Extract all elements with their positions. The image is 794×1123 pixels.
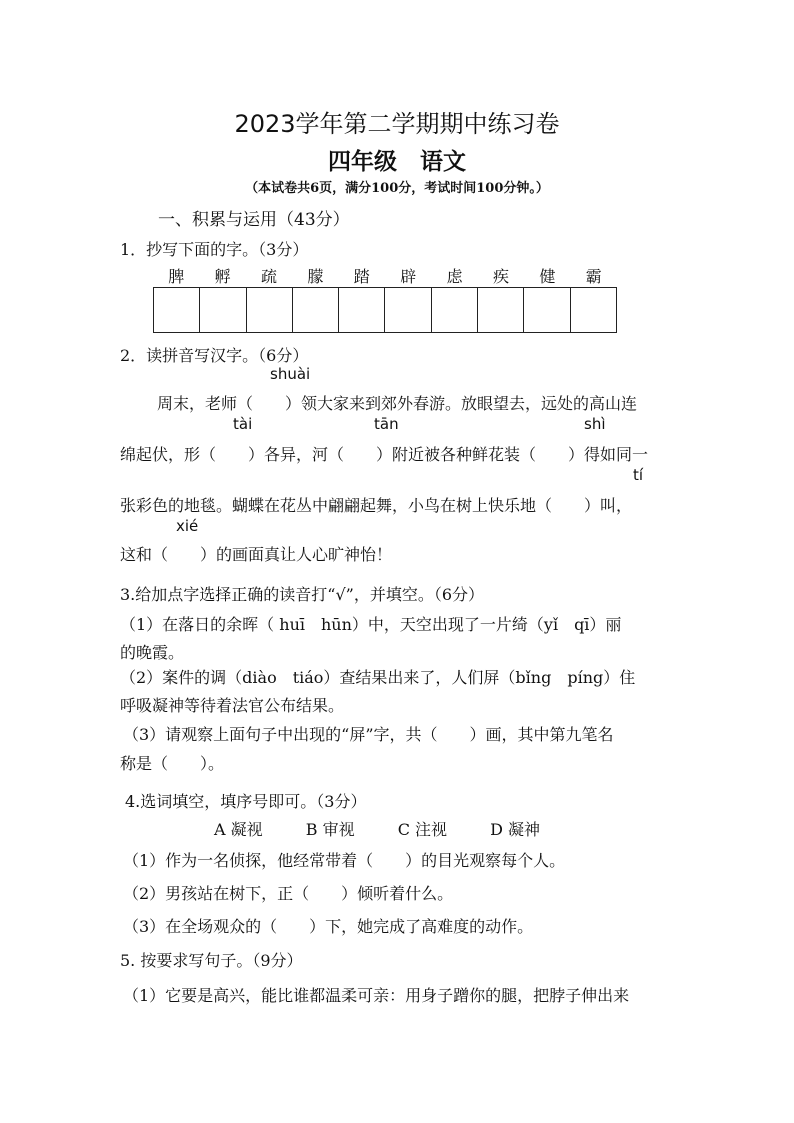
question-1-title: 1．抄写下面的字。（3分） [120,240,309,259]
question-2-title: 2．读拼音写汉字。（6分） [120,346,309,365]
passage-line: 周末，老师（ ）领大家来到郊外春游。放眼望去，远处的高山连 [157,394,638,413]
pinyin-hint: shì [584,415,606,433]
copy-char: 朦 [307,267,324,286]
grid-cell[interactable] [154,288,199,332]
question-line: （1）作为一名侦探，他经常带着（ ）的目光观察每个人。 [123,851,566,870]
passage-line: 这和（ ）的画面真让人心旷神怡！ [120,545,393,564]
option-a: A 凝视 [214,820,263,839]
copy-char: 疏 [260,267,277,286]
copy-characters [153,264,617,286]
grid-cell[interactable] [246,288,292,332]
question-line: （1）它要是高兴，能比谁都温柔可亲：用身子蹭你的腿，把脖子伸出来 [123,986,630,1005]
copy-char: 辟 [400,267,417,286]
question-line: （1）在落日的余晖（ huī hūn）中，天空出现了一片绮（yǐ qī）丽 [120,615,622,634]
copy-char: 踏 [353,267,370,286]
grid-cell[interactable] [523,288,569,332]
copy-char: 脾 [168,267,185,286]
pinyin-hint: tí [633,466,644,484]
pinyin-hint: shuài [270,365,311,383]
pinyin-hint: tān [374,415,399,433]
grid-cell[interactable] [292,288,338,332]
passage-line: 绵起伏，形（ ）各异，河（ ）附近被各种鲜花装（ ）得如同一 [120,445,649,464]
grid-cell[interactable] [338,288,384,332]
question-line: 呼吸凝神等待着法官公布结果。 [120,696,345,715]
question-line: （3）在全场观众的（ ）下，她完成了高难度的动作。 [123,917,534,936]
option-b: B 审视 [305,820,355,839]
copy-char: 霸 [585,267,602,286]
passage-line: 张彩色的地毯。蝴蝶在花丛中翩翩起舞，小鸟在树上快乐地（ ）叫， [120,496,633,515]
question-3-title: 3.给加点字选择正确的读音打“√”，并填空。（6分） [120,585,485,604]
section-title: 一、积累与运用（43分） [158,210,350,230]
option-c: C 注视 [397,820,448,839]
pinyin-hint: xié [176,517,199,535]
grid-cell[interactable] [431,288,477,332]
question-line: （2）男孩站在树下，正（ ）倾听着什么。 [123,884,454,903]
grid-cell[interactable] [570,288,616,332]
grid-cell[interactable] [477,288,523,332]
question-4-title: 4.选词填空，填序号即可。（3分） [125,792,367,811]
copy-char: 孵 [214,267,231,286]
question-5-title: 5. 按要求写句子。（9分） [120,951,303,970]
pinyin-hint: tài [233,415,253,433]
question-line: 称是（ ）。 [120,754,225,773]
copy-char: 疾 [492,267,509,286]
grid-cell[interactable] [384,288,430,332]
option-d: D 凝神 [490,820,541,839]
exam-title: 2023学年第二学期期中练习卷 [234,110,560,138]
grid-cell[interactable] [199,288,245,332]
word-options [214,817,578,840]
question-line: 的晚霞。 [120,643,185,662]
copy-char: 虑 [446,267,463,286]
question-line: （3）请观察上面句子中出现的“屏”字，共（ ）画，其中第九笔名 [123,725,614,744]
exam-note: （本试卷共6页，满分100分，考试时间100分钟。） [245,181,549,196]
exam-subtitle: 四年级 语文 [328,149,466,175]
copy-char: 健 [539,267,556,286]
question-line: （2）案件的调（diào tiáo）查结果出来了，人们屏（bǐng píng）住 [120,668,636,687]
writing-grid[interactable] [153,287,617,333]
